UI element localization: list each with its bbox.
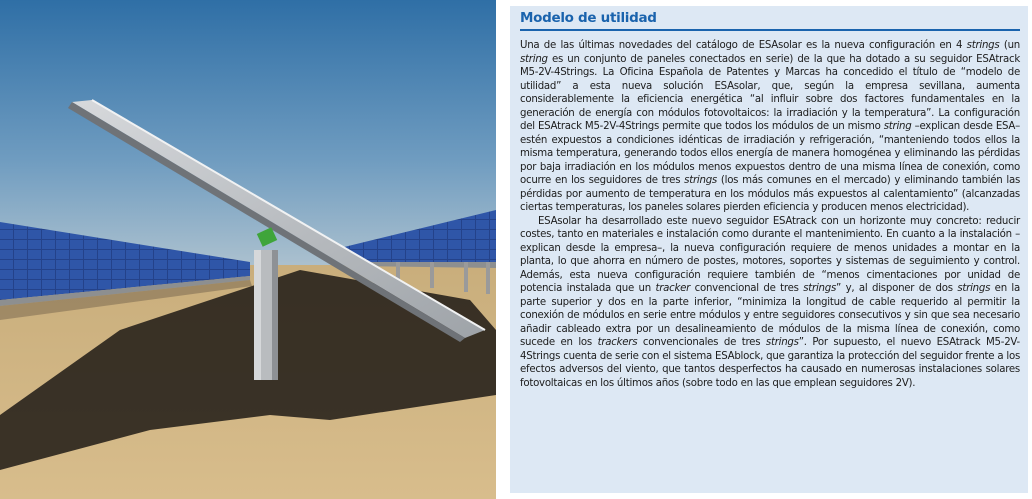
text-run: convencionales de tres (637, 337, 766, 348)
paragraph-2 (520, 215, 1020, 391)
text-run: en la parte superior y dos en la parte inferior, “minimiza la longitud de cable requerido al permitir la conexión de módulos en serie entre módulos y entre seguidores consecutivos y sin que sea necesario añadir cableado extra por un desalineamiento de módulos de la misma línea de conexión, como sucede en los (520, 283, 1021, 348)
italic-term: string (520, 53, 548, 65)
text-run: convencional de tres (690, 283, 804, 294)
italic-term: string (883, 121, 912, 132)
text-run: ” y, al disponer de dos (836, 283, 958, 294)
italic-term: trackers (597, 337, 638, 348)
italic-term: tracker (655, 283, 691, 294)
text-run: ESAsolar ha desarrollado este nuevo seguidor ESAtrack con un horizonte muy concreto: reducir costes, tanto en materiales e instalación como durante el mantenimiento. En cuanto a la instalación –explican desde la empresa–, la nueva configuración requiere de menos unidades a montar en la planta, lo que ahorra en número de postes, motores, soportes y sistemas de seguimiento y control. Además, esta nueva configuración requiere también de “menos cimentaciones por unidad de potencia instalada que un (520, 215, 1020, 294)
text-run: (los más comunes en el mercado) y eliminando también las pérdidas por aumento de temperatura en los módulos más expuestos al calentamiento” (alcanzadas ciertas temperaturas, los paneles solares pierden eficiencia y producen menos electricidad). (520, 175, 1021, 213)
text-run: (un (999, 40, 1020, 51)
text-run: –explican desde ESA– estén expuestos a condiciones idénticas de irradiación y refrigeración, “manteniendo todos ellos la misma temperatura, generando todos ellos energía de manera homogénea y eliminando las pérdidas por baja irradiación en los módulos menos expuestos dentro de una misma línea de conexión, como ocurre en los seguidores de tres (520, 121, 1020, 186)
italic-term: strings (957, 283, 991, 294)
sidebar-box (510, 6, 1028, 493)
text-run: ”. Por supuesto, el nuevo ESAtrack M5-2V-4Strings cuenta de serie con el sistema ESAblock, que garantiza la protección del seguidor frente a los efectos adversos del viento, que tantos desperfectos ha causado en numerosas instalaciones solares fotovoltaicas en los últimos años (sobre todo en las que emplean seguidores 2V). (520, 337, 1020, 389)
text-run: es un conjunto de paneles conectados en serie) de la que ha dotado a su seguidor ESAtrack M5-2V-4Strings. La Oficina Española de Patentes y Marcas ha concedido el título de “modelo de utilidad” a esta nueva solución ESAsolar, que, según la empresa sevillana, aumenta considerablemente la eficiencia energética “al influir sobre dos factores fundamentales en la generación de energía con módulos fotovoltaicos: la irradiación y la temperatura”. La configuración del ESAtrack M5-2V-4Strings permite que todos los módulos de un mismo (520, 53, 1020, 132)
text-run: Una de las últimas novedades del catálogo de ESAsolar es la nueva configuración en 4 (520, 40, 967, 51)
italic-term: strings (765, 337, 799, 348)
paragraph-1 (520, 39, 1020, 215)
italic-term: strings (803, 283, 837, 294)
tracker-post (254, 250, 278, 380)
sidebar-title: Modelo de utilidad (520, 10, 1020, 31)
italic-term: strings (966, 40, 1000, 51)
solar-tracker-photo (0, 0, 496, 499)
italic-term: strings (684, 175, 717, 186)
